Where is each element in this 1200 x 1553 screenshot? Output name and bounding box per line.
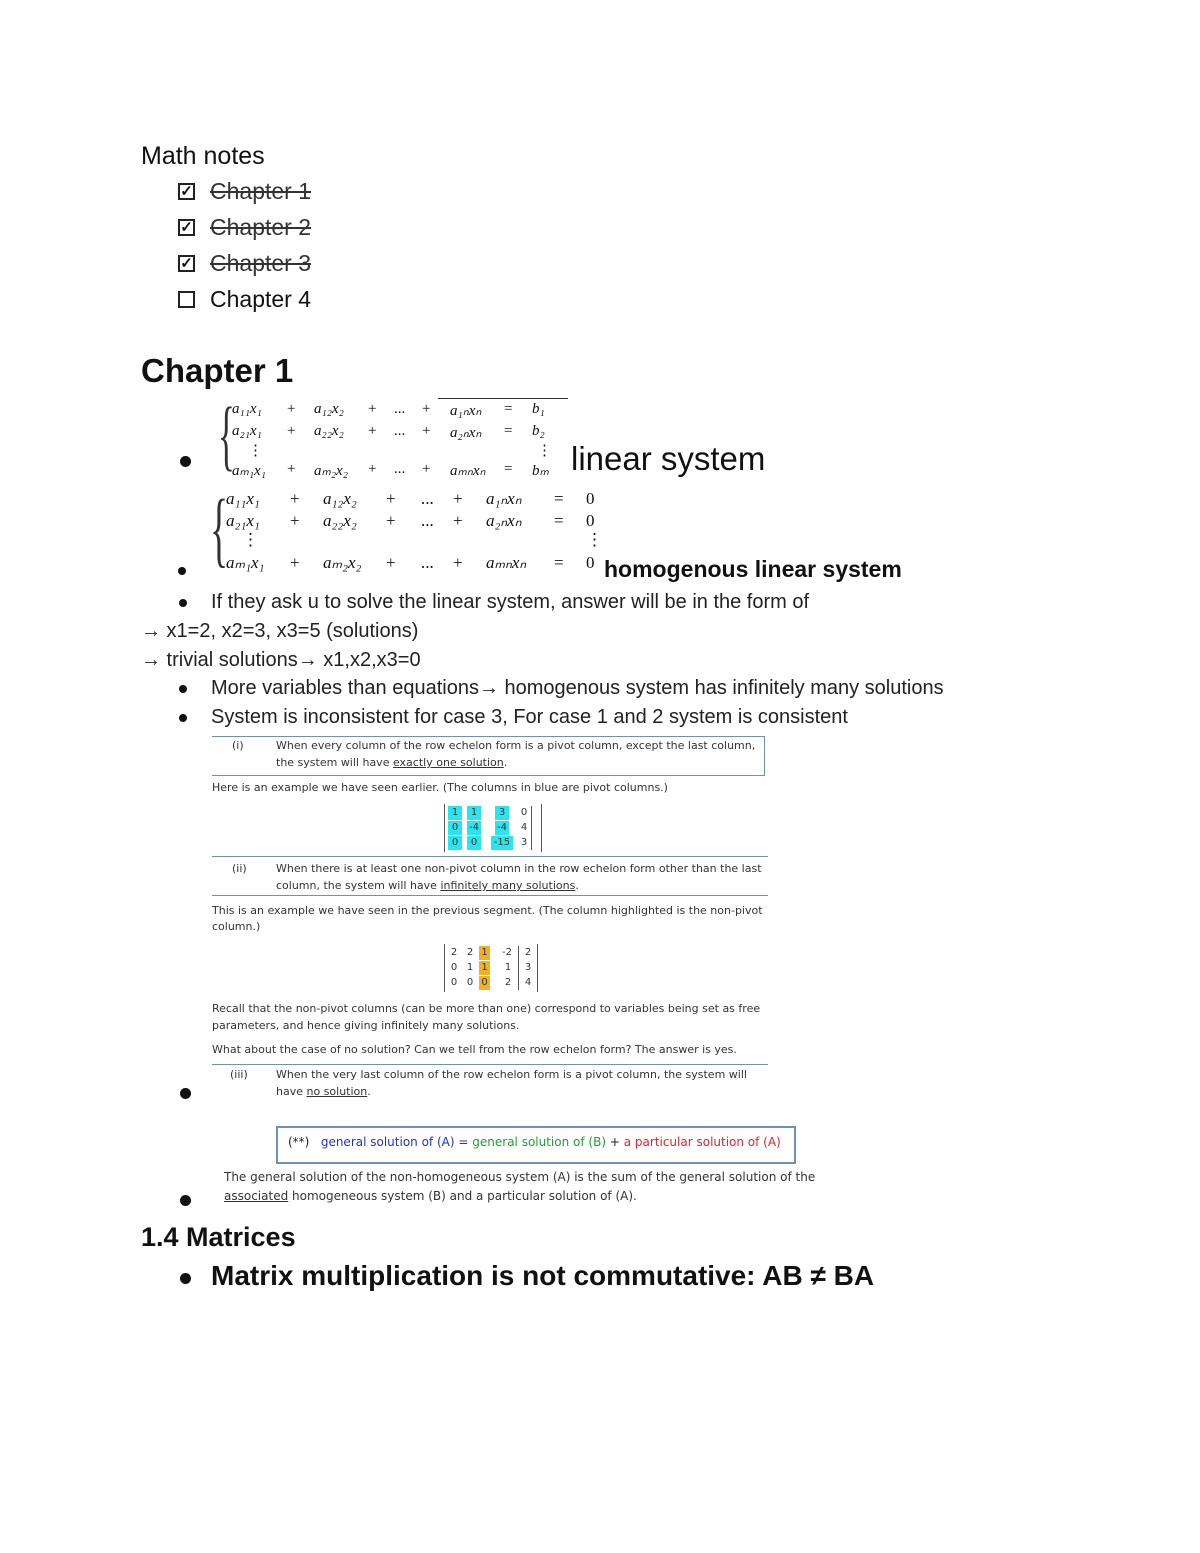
eq-term: a₂₂x₂ — [314, 423, 344, 439]
eq-op: ... — [394, 401, 406, 417]
matrix-cell: 1 — [479, 961, 490, 975]
formula-particular-a: a particular solution of (A) — [623, 1135, 781, 1149]
formula — [288, 1135, 781, 1149]
eq-op: + — [287, 401, 296, 417]
checklist-item-chapter-3[interactable] — [178, 250, 311, 277]
matrix-cell: -2 — [502, 947, 512, 958]
eq-op: + — [453, 511, 463, 530]
eq-op: + — [290, 489, 300, 508]
matrix-cell: 0 — [467, 836, 481, 850]
matrix-cell: 1 — [479, 946, 490, 960]
formula-tag: (**) — [288, 1135, 310, 1149]
eq-term: a₁₁x₁ — [232, 401, 262, 417]
homogenous-label: homogenous linear system — [604, 556, 902, 582]
document-title: Math notes — [141, 142, 265, 170]
matrix-cell: 0 — [479, 976, 490, 990]
eq-term: bₘ — [532, 463, 549, 479]
text-run: the system will have — [276, 756, 390, 769]
brace-icon: { — [210, 483, 229, 576]
case-text — [276, 756, 507, 769]
checklist-label: Chapter 4 — [210, 286, 312, 312]
eq-op: + — [368, 401, 377, 417]
eq-op: ... — [394, 423, 406, 439]
eq-term: 0 — [586, 553, 595, 572]
matrix-cell: 2 — [466, 947, 474, 958]
matrix-bullet-text: Matrix multiplication is not commutative: AB ≠ BA — [211, 1260, 875, 1291]
matrix-cell: 0 — [448, 821, 462, 835]
solutions-line: → x1=2, x2=3, x3=5 (solutions) — [141, 620, 419, 642]
eq-term: a₂ₙxₙ — [486, 511, 522, 530]
eq-op: = — [554, 489, 564, 508]
text-run: . — [503, 756, 508, 769]
eq-op: + — [290, 553, 300, 572]
question-text: What about the case of no solution? Can we tell from the row echelon form? The answer is yes. — [212, 1043, 737, 1056]
matrix-cell: 3 — [520, 837, 528, 848]
eq-op: + — [422, 461, 431, 477]
eq-term: a₂₁x₁ — [226, 511, 260, 530]
matrix-cell: 4 — [520, 822, 528, 833]
eq-op: + — [422, 401, 431, 417]
case-text — [276, 1085, 371, 1098]
underlined-text: no solution — [306, 1085, 368, 1098]
bullet-text: If they ask u to solve the linear system, answer will be in the form of — [211, 591, 810, 613]
eq-op: + — [453, 489, 463, 508]
unchecked-checkbox-icon[interactable] — [178, 291, 195, 308]
chapter-heading: Chapter 1 — [141, 352, 294, 389]
eq-term: a₁₁x₁ — [226, 489, 260, 508]
linear-system-equations — [232, 401, 562, 483]
trivial-solutions-line: → trivial solutions→ x1,x2,x3=0 — [141, 649, 421, 671]
matrix-cell: 1 — [466, 962, 474, 973]
text-run: . — [367, 1085, 371, 1098]
bullet-icon — [179, 599, 187, 607]
explanation-text: The general solution of the non-homogeneous system (A) is the sum of the general solution of the — [224, 1170, 816, 1184]
text-run: column, the system will have — [276, 879, 437, 892]
divider — [212, 1064, 768, 1065]
example-text: This is an example we have seen in the previous segment. (The column highlighted is the non-pivot — [212, 904, 763, 917]
vdots: ⋮ — [537, 443, 552, 459]
eq-op: = — [554, 553, 564, 572]
vdots: ⋮ — [242, 530, 259, 549]
eq-term: aₘ₂x₂ — [314, 463, 348, 479]
eq-op: + — [386, 553, 396, 572]
brace-icon: { — [218, 391, 235, 478]
underlined-text: infinitely many solutions — [440, 879, 576, 892]
eq-term: 0 — [586, 511, 595, 530]
checked-checkbox-icon[interactable]: ✓ — [178, 255, 195, 272]
checklist-label: Chapter 3 — [210, 250, 312, 276]
eq-op: + — [368, 423, 377, 439]
case-number: (iii) — [230, 1068, 248, 1081]
matrix-cell: 2 — [504, 977, 512, 988]
checked-checkbox-icon[interactable]: ✓ — [178, 219, 195, 236]
eq-term: a₁₂x₂ — [314, 401, 344, 417]
matrix-cell: 3 — [495, 806, 509, 820]
explanation-text — [224, 1189, 637, 1203]
eq-op: ... — [421, 489, 434, 508]
recall-text: parameters, and hence giving infinitely many solutions. — [212, 1019, 520, 1032]
bullet-icon — [180, 456, 191, 467]
bullet-icon — [180, 1273, 191, 1284]
eq-op: ... — [421, 511, 434, 530]
eq-op: = — [504, 423, 513, 439]
eq-term: aₘₙxₙ — [450, 463, 486, 479]
checklist-item-chapter-4[interactable] — [178, 286, 311, 313]
eq-op: + — [287, 461, 296, 477]
eq-term: a₁₂x₂ — [323, 489, 357, 508]
checklist-item-chapter-1[interactable] — [178, 178, 311, 205]
eq-term: a₁ₙxₙ — [450, 403, 482, 419]
eq-term: aₘ₁x₁ — [232, 463, 266, 479]
eq-term: b₁ — [532, 401, 545, 417]
vdots: ⋮ — [248, 443, 263, 459]
recall-text: Recall that the non-pivot columns (can be more than one) correspond to variables being set as free — [212, 1002, 761, 1015]
bullet-icon — [180, 1195, 191, 1206]
eq-op: + — [287, 423, 296, 439]
bullet-icon — [179, 685, 187, 693]
eq-op: + — [368, 461, 377, 477]
matrix-cell: 0 — [466, 977, 474, 988]
case-number: (ii) — [232, 862, 247, 875]
divider — [438, 398, 568, 399]
eq-op: = — [504, 461, 513, 477]
eq-term: b₂ — [532, 423, 545, 439]
vdots: ⋮ — [586, 530, 603, 549]
eq-op: + — [386, 489, 396, 508]
eq-term: 0 — [586, 489, 595, 508]
eq-term: a₂ₙxₙ — [450, 425, 482, 441]
example-text: column.) — [212, 920, 261, 933]
case-text: When the very last column of the row echelon form is a pivot column, the system will — [276, 1068, 747, 1081]
bullet-icon — [179, 714, 187, 722]
matrix-cell: 0 — [520, 807, 528, 818]
matrix-cell: -4 — [467, 821, 481, 835]
formula-general-a: general solution of (A) — [320, 1135, 455, 1149]
underlined-text: associated — [224, 1189, 289, 1203]
text-run: have — [276, 1085, 303, 1098]
homogeneous-system-equations — [226, 489, 606, 573]
matrix-cell: 1 — [504, 962, 512, 973]
formula-op: + — [609, 1135, 620, 1149]
eq-op: = — [554, 511, 564, 530]
augment-line — [518, 946, 519, 990]
bullet-text: System is inconsistent for case 3, For case 1 and 2 system is consistent — [211, 706, 848, 728]
bullet-icon — [180, 1088, 191, 1099]
eq-term: a₁ₙxₙ — [486, 489, 522, 508]
matrix-cell: 3 — [524, 962, 532, 973]
eq-op: ... — [394, 461, 406, 477]
underlined-text: exactly one solution — [392, 756, 504, 769]
formula-general-b: general solution of (B) — [472, 1135, 606, 1149]
eq-term: aₘₙxₙ — [486, 553, 527, 572]
matrix-cell: 1 — [448, 806, 462, 820]
eq-op: + — [290, 511, 300, 530]
case-text: When every column of the row echelon form is a pivot column, except the last column, — [276, 739, 756, 752]
bullet-text: More variables than equations→ homogenous system has infinitely many solutions — [211, 677, 944, 699]
matrix-1 — [444, 804, 542, 852]
eq-term: a₂₁x₁ — [232, 423, 262, 439]
matrix-cell: -4 — [495, 821, 509, 835]
checklist-label: Chapter 2 — [210, 214, 312, 240]
example-text: Here is an example we have seen earlier. (The columns in blue are pivot columns.) — [212, 781, 668, 794]
case-number: (i) — [232, 739, 244, 752]
section-heading: 1.4 Matrices — [141, 1222, 296, 1252]
matrix-cell: 0 — [448, 836, 462, 850]
augment-line — [531, 806, 532, 850]
eq-op: + — [386, 511, 396, 530]
matrix-cell: 0 — [450, 977, 458, 988]
case-text — [276, 879, 579, 892]
checklist-item-chapter-2[interactable] — [178, 214, 311, 241]
matrix-cell: 4 — [524, 977, 532, 988]
eq-op: + — [453, 553, 463, 572]
checked-checkbox-icon[interactable]: ✓ — [178, 183, 195, 200]
bullet-icon — [178, 567, 186, 575]
eq-term: aₘ₁x₁ — [226, 553, 265, 572]
eq-term: a₂₂x₂ — [323, 511, 357, 530]
checklist-label: Chapter 1 — [210, 178, 312, 204]
cases-screenshot — [212, 734, 772, 1104]
eq-op: = — [504, 401, 513, 417]
matrix-cell: -15 — [491, 836, 513, 850]
general-solution-screenshot — [224, 1126, 844, 1210]
eq-op: ... — [421, 553, 434, 572]
matrix-cell: 0 — [450, 962, 458, 973]
matrix-cell: 1 — [467, 806, 481, 820]
case-text: When there is at least one non-pivot column in the row echelon form other than the last — [276, 862, 762, 875]
matrix-2 — [444, 944, 538, 992]
text-run: homogeneous system (B) and a particular solution of (A). — [292, 1189, 637, 1203]
linear-system-label: linear system — [571, 440, 766, 477]
matrix-cell: 2 — [450, 947, 458, 958]
matrix-cell: 2 — [524, 947, 532, 958]
text-run: . — [575, 879, 579, 892]
eq-op: + — [422, 423, 431, 439]
formula-op: = — [458, 1135, 469, 1149]
eq-term: aₘ₂x₂ — [323, 553, 362, 572]
